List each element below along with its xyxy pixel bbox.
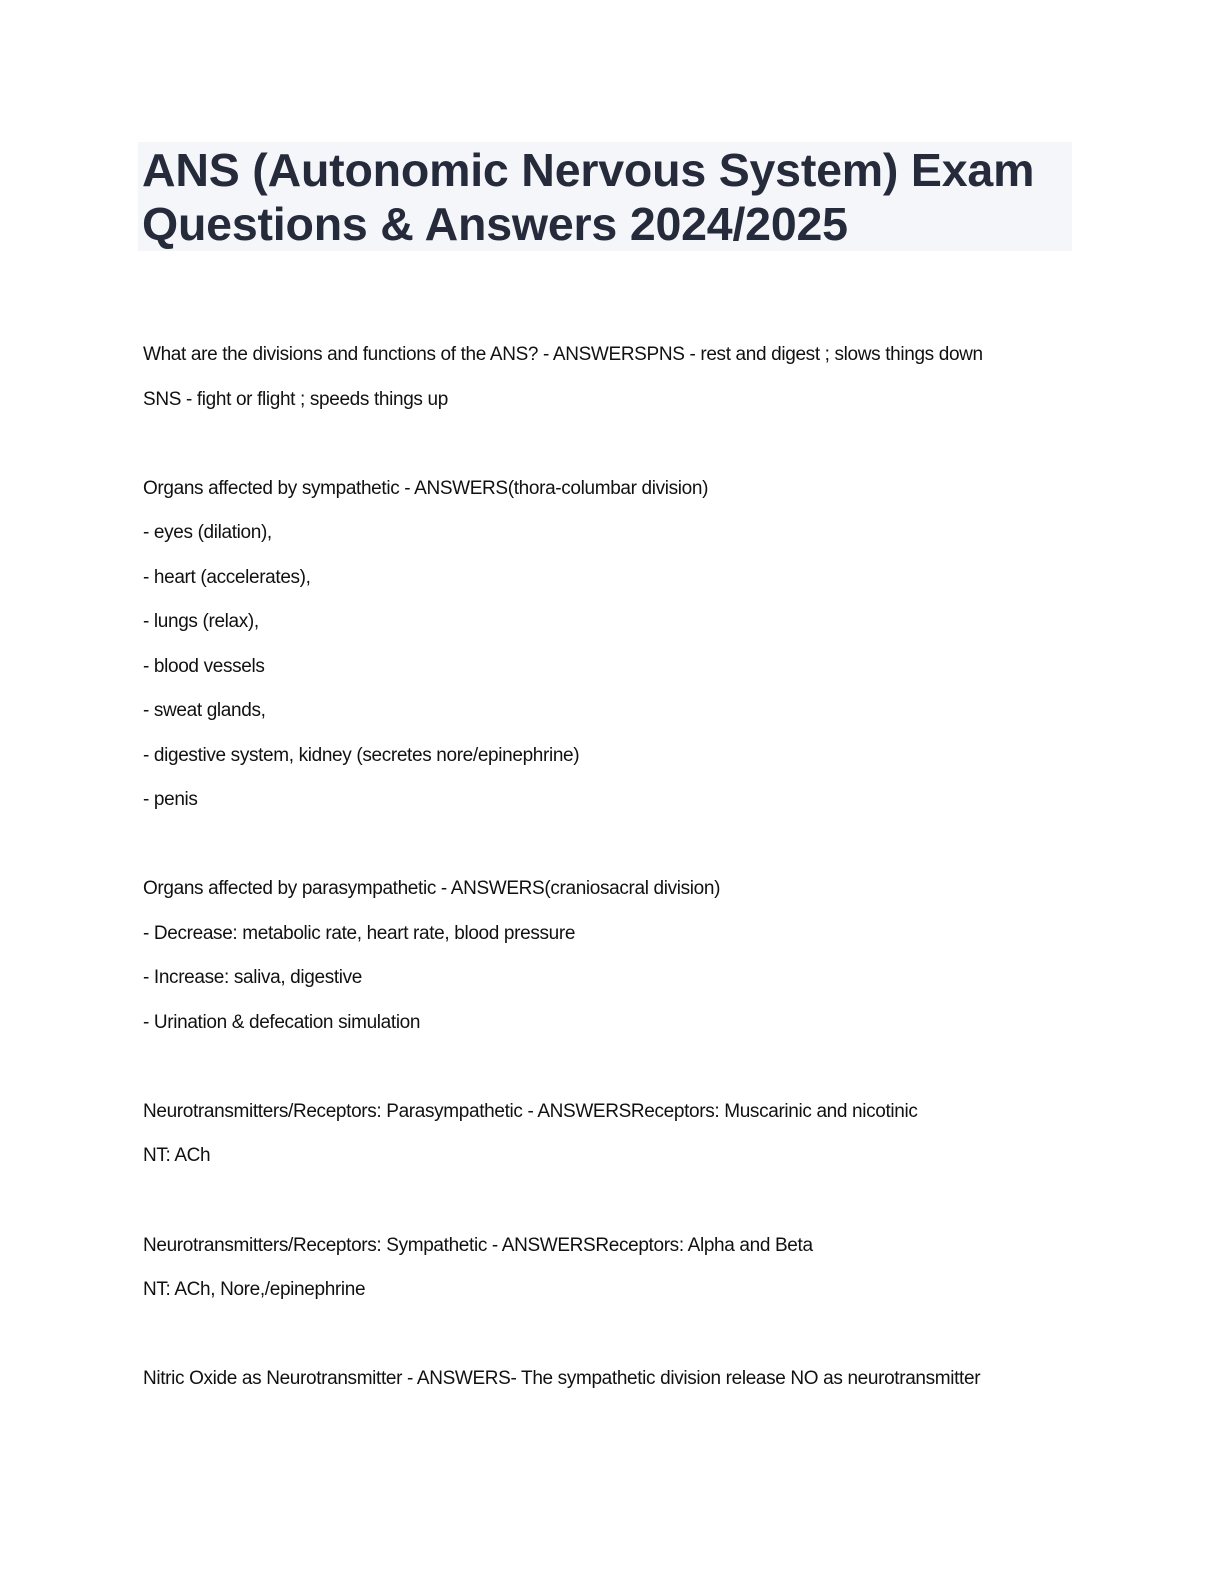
qa-2-answer-line: - penis [143, 789, 198, 810]
qa-3-answer-line: - Decrease: metabolic rate, heart rate, blood pressure [143, 923, 576, 944]
document-title [142, 143, 1034, 251]
qa-4-question: Neurotransmitters/Receptors: Parasympathetic - ANSWERSReceptors: Muscarinic and nicotinic [143, 1101, 918, 1122]
qa-5-question: Neurotransmitters/Receptors: Sympathetic - ANSWERSReceptors: Alpha and Beta [143, 1235, 813, 1256]
qa-3-answer-line: - Urination & defecation simulation [143, 1012, 421, 1033]
title-line-2: Questions & Answers 2024/2025 [142, 198, 848, 250]
qa-5-answer-line: NT: ACh, Nore,/epinephrine [143, 1279, 366, 1300]
qa-2-answer-line: - heart (accelerates), [143, 567, 311, 588]
qa-2-answer-line: - sweat glands, [143, 700, 266, 721]
qa-6-question: Nitric Oxide as Neurotransmitter - ANSWERS- The sympathetic division release NO as neurotransmitter [143, 1368, 981, 1389]
qa-2-answer-line: - eyes (dilation), [143, 522, 272, 543]
qa-2-answer-line: - lungs (relax), [143, 611, 259, 632]
qa-2-answer-line: - blood vessels [143, 656, 265, 677]
qa-1-answer-line: SNS - fight or flight ; speeds things up [143, 389, 448, 410]
qa-3-question: Organs affected by parasympathetic - ANSWERS(craniosacral division) [143, 878, 721, 899]
title-line-1: ANS (Autonomic Nervous System) Exam [142, 144, 1035, 196]
qa-2-answer-line: - digestive system, kidney (secretes nore/epinephrine) [143, 745, 580, 766]
qa-3-answer-line: - Increase: saliva, digestive [143, 967, 363, 988]
qa-1-question: What are the divisions and functions of the ANS? - ANSWERSPNS - rest and digest ; slows things down [143, 344, 983, 365]
qa-4-answer-line: NT: ACh [143, 1145, 211, 1166]
qa-2-question: Organs affected by sympathetic - ANSWERS(thora-columbar division) [143, 478, 709, 499]
